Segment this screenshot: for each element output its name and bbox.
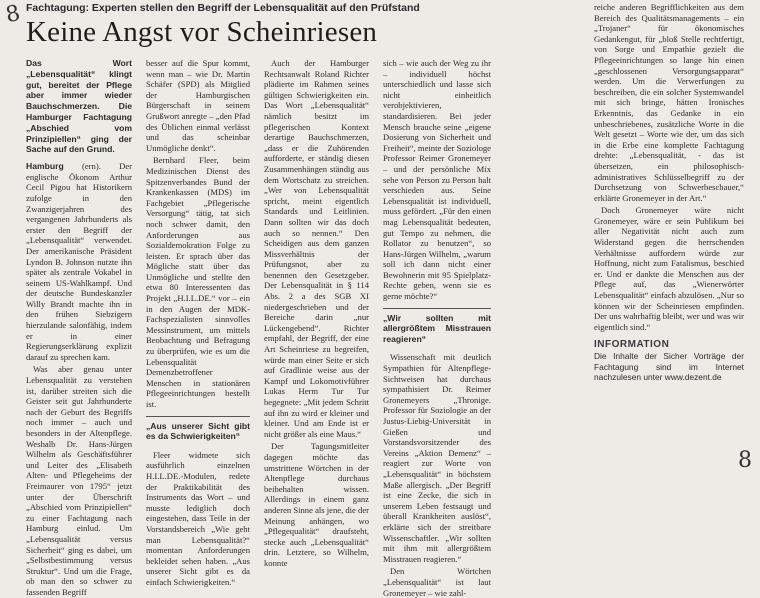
column-5 (594, 0, 744, 568)
article-paragraph: Auch der Hamburger Rechtsanwalt Roland Richter plädierte im Rahmen seines gültigen Schwierigkeiten ein. Das Wort „Lebensqualität“ nämlich besitzt im pflegerischen Kontext derartige Bauchschmerzen, „dass er die Zuhörenden aufforderte, er ständig diesen Zusammenhängen ständig aus dem Wortschatz zu streichen. „Wer von Lebensqualität spricht, meint eigentlich Standards und Leitlinien. Dann sollten wir das doch auch so nennen.“ Den Scheidigen aus dem ganzen Missverhältnis der Prüfungsnot, aber zu benennen den Gesetzgeber. Der Lebensqualität in § 114 Abs. 2 a des SGB XI niedergeschrieben und der Bereiche darin „nur Lückengebend“. Richter empfahl, der Begriff, der eine Art Scheinriese zu begreifen, würde man einer Seite er sich auf Gradlinie weise aus der Kampf und Lokomotivführer Lukas Herm Tur Tur begegnete: „Mit jedem Schritt auf ihn zu wird er kleiner und kleiner. Und am Ende ist er nicht größer als eine Maus.“ (264, 58, 369, 439)
info-box-text: Die Inhalte der Sicher Vorträge der Fachtagung sind im Internet nachzulesen unter www.dezent.de (594, 351, 744, 383)
headline: Keine Angst vor Scheinriesen (26, 16, 378, 48)
article-paragraph: besser auf die Spur kommt, wenn man – wie Dr. Martin Schäfer (SPD) als Mitglied der Hamburgischen Bürgerschaft in seinem Grußwort anregte – „den Pfad des Üblichen einmal verlässt und das scheinbar Unmögliche denkt“. (146, 58, 250, 153)
article-paragraph: Der Tagungsmitleiter dagegen möchte das umstrittene Wörtchen in der Altenpflege durchaus beibehalten wissen. Allerdings in einem ganz anderen Sinne als jene, die der Meinung anhängen, wo „Pflegequalität“ draufsteht, stecke auch „Lebensqualität“ drin. Letztere, so Wilhelm, konnte (264, 441, 369, 568)
article-paragraph: Doch Gronemeyer wäre nicht Gronemeyer, wäre er sein Publikum bei aller Negativität nicht auch zum Widerstand gegen die herrschenden Verhältnisse auffordern würde zur Hoffnung, nicht zum Fatalismus, beschied er. Und er dankte die Menschen aus der Pflege auf, das „Wienerwörter Lebensqualität“ einfach abzulösen. „Nur so können wir der Scheinriesen empfinden. Der uns wahrhaftig bleibt, wer und was wir eigentlich sind.“ (594, 205, 744, 332)
info-box-title: INFORMATION (594, 339, 670, 351)
pull-quote: „Wir sollten mit allergrößtem Misstrauen reagieren“ (383, 308, 491, 345)
handwritten-mark-info: 8 (738, 448, 752, 473)
pull-quote: „Aus unserer Sicht gibt es da Schwierigkeiten“ (146, 416, 250, 442)
handwritten-mark: 8 (3, 0, 23, 29)
article-paragraph: Bernhard Fleer, beim Medizinischen Dienst des Spitzenverbandes Bund der Krankenkassen (MDS) im Fachgebiet „Pflegerische Versorgung“ tätig, tat sich noch schwer damit, den Anforderungen aus Sozialdemokration Folge zu leisten. Er sprach über das Mögliche statt über das Unmögliche und stellte den etwa 80 Interessenten das Projekt „H.I.L.DE.“ vor – ein in den Augen der MDK-Fachspezialisten sinnvolles Messinstrument, um mittels Beobachtung und Befragung zu überprüfen, wie es um die Lebensqualität Demenzbetroffener Menschen in stationären Pflegeeinrichtungen bestellt ist. (146, 155, 250, 409)
article-paragraph: Fleer widmete sich ausführlich einzelnen H.I.L.DE.-Modulen, redete der Praktikabilität des Instruments das Wort – und musste lediglich doch eingestehen, dass Teile in der Vorstandsbereich „Wie geht man Lebensqualität?“ momentan Anforderungen bekleidet sehen haben. „Aus unserer Sicht gibt es da einfach Schwierigkeiten.“ (146, 449, 250, 587)
column-1 (26, 0, 132, 597)
article-paragraph (26, 161, 132, 362)
article-paragraph: Den Wörtchen „Lebensqualität“ ist laut Gronemeyer – wie zahl- (383, 566, 491, 598)
article-paragraph: Was aber genau unter Lebensqualität zu verstehen ist, darüber streiten sich die Geister seit gut Jahrhunderte nach der Geburt des Begriffs noch immer – auch und besonders in der Altenpflege. Weshalb Dr. Hans-Jürgen Wilhelm als Geschäftsführer und Leiter des „Elisabeth Alten- und Pflegeheims der Freimaurer von 1795“ jetzt unter der Überschrift „Abschied vom Prinzipiellen“ zu einer Fachtagung nach Hamburg einlud. Um „Lebensqualität versus Sicherheit“ ging es dabei, um „Selbstbestimmung versus Struktur“. Und um die Frage, ob man den so schwer zu fassenden Begriff (26, 364, 132, 597)
kicker: Fachtagung: Experten stellen den Begriff der Lebensqualität auf den Prüfstand (26, 2, 420, 14)
column-4 (383, 0, 491, 598)
article-text: (ern). Der englische Ökonom Arthur Cecil Pigou hat Historikern zufolge in den Zwanzigerjahren des vergangenen Jahrhunderts als erster den Begriff der „Lebensqualität“ verwendet. Der amerikanische Präsident Lyndon B. Johnson nutzte ihn später als zentrale Vokabel in seinem US-Wahlkampf. Und der deutsche Bundeskanzler Willy Brandt machte ihn in den frühen Siebzigern hierzulande salonfähig, indem er in einer Regierungserklärung explizit darauf zu sprechen kam. (26, 161, 132, 362)
article-paragraph: Wissenschaft mit deutlich Sympathien für Altenpflege-Sichtweisen hat durchaus sympathisiert Dr. Reimer Gronemeyers „Thronige. Professor für Soziologie an der Justus-Liebig-Universität in Gießen und Vorstandsvorsitzender des Vereins „Aktion Demenz“ – reagiert zur Worte von „Lebensqualität“ in höchstem Maße allergisch. „Der Begriff ist eine Zecke, die sich in unserem Leben festsaugt und überall Krankheiten auslöst“, erklärte sich der streitbare Wissenschaftler. „Wir sollten mit ihm mit allergrößtem Misstrauen reagieren.“ (383, 352, 491, 564)
lead-paragraph: Das Wort „Lebensqualität“ klingt gut, bereitet der Pflege aber immer wieder Bauchschmerzen. Die Hamburger Fachtagung „Abschied vom Prinzipiellen“ ging der Sache auf den Grund. (26, 58, 132, 155)
column-3 (264, 0, 369, 568)
article-paragraph: reiche anderen Begrifflichkeiten aus dem Bereich des Qualitätsmanagements – ein „Trojaner“ für ökonomisches Gedankengut, für „bloß Stelle rechtfertigt, von Sorge und Empathie gezielt die Pflegeeinrichtungen so lange hin einen „geschlossenen Versorgungsapparat“ werden. Um die Verwerfungen zu beschreiben, die ein solcher Systemwandel mit sich bringe, hätten Ironisches Erkenntnis, das Gedanke in ein unbeschriebenes, zusätzliche Worte in die Welt gesetzt – Worte wie der, um das sich in die Erbe eine komplette Fachtagung drehte: „Lebensqualität, - das ist übersetzen, ein philosophisch-administratives Schlüsselbegriff zu der Durchsetzung von Schwerbeschauer,“ erklärte Gronemeyer in der Art.“ (594, 2, 744, 203)
column-2 (146, 0, 250, 587)
article-paragraph: sich – wie auch der Weg zu ihr – individuell höchst unterschiedlich und lasse sich nicht einheitlich verobjektivieren, standardisieren. Bei jeder Mensch brauche seine „eigene Dosierung von Sicherheit und Freiheit“, meinte der Soziologe Professor Reimer Gronemeyer – und der persönliche Mix sehe von Person zu Person halt verschieden aus. Seine Lebensqualität ist individuell, muss gefördert. „Für den einen mag Lebensqualität bedeuten, gut Tempo zu nehmen, die Rollator zu benutzen“, so Hans-Jürgen Wilhelm, „warum soll ich dann nicht einer Bewohnerin mit 95 Spielplatz-Rechte geben, wenn sie es gerne möchte?“ (383, 58, 491, 302)
dateline-place: Hamburg (26, 161, 64, 172)
